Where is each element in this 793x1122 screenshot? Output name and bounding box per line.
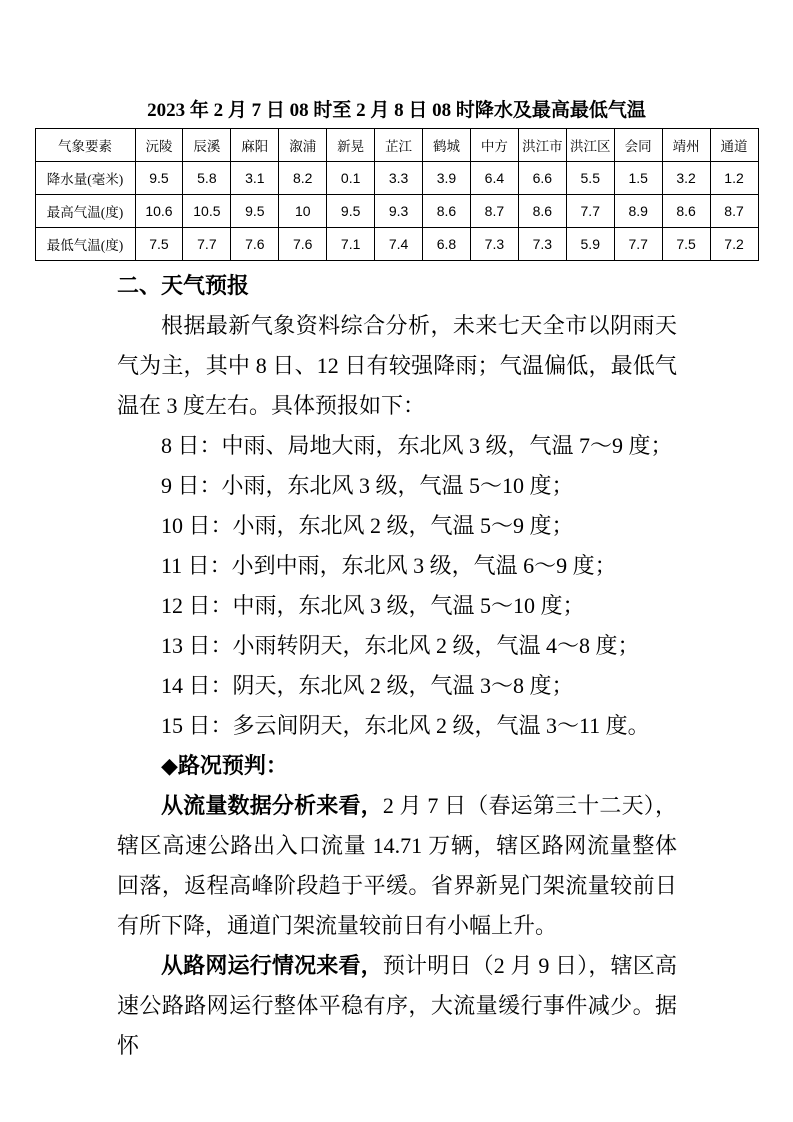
table-cell: 5.9	[566, 228, 614, 261]
table-cell: 9.3	[375, 195, 423, 228]
row-label: 降水量(毫米)	[35, 162, 135, 195]
table-cell: 10	[279, 195, 327, 228]
road-paragraph-traffic-body: 2 月 7 日（春运第三十二天），辖区高速公路出入口流量 14.71 万辆，辖区路网流量整体回落，返程高峰阶段趋于平缓。省界新晃门架流量较前日有所下降，通道门架流量较前日有小幅上升。	[117, 793, 677, 938]
table-row-max-temp	[35, 195, 758, 228]
table-header-row	[35, 129, 758, 162]
road-paragraph-traffic-lead: 从流量数据分析来看，	[161, 793, 383, 818]
table-header-cell: 洪江市	[518, 129, 566, 162]
table-cell: 7.7	[183, 228, 231, 261]
table-header-cell: 会同	[614, 129, 662, 162]
table-cell: 8.6	[518, 195, 566, 228]
table-header-cell: 靖州	[662, 129, 710, 162]
table-cell: 6.8	[423, 228, 471, 261]
forecast-item-day9: 9 日：小雨，东北风 3 级，气温 5～10 度；	[161, 473, 574, 498]
table-cell: 8.9	[614, 195, 662, 228]
forecast-item-day13: 13 日：小雨转阴天，东北风 2 级，气温 4～8 度；	[161, 633, 640, 658]
table-header-cell: 通道	[710, 129, 758, 162]
table-cell: 3.1	[231, 162, 279, 195]
road-paragraph-traffic-volume	[117, 786, 677, 946]
table-cell: 9.5	[135, 162, 183, 195]
forecast-intro: 根据最新气象资料综合分析，未来七天全市以阴雨天气为主，其中 8 日、12 日有较强降雨；气温偏低，最低气温在 3 度左右。具体预报如下：	[117, 313, 677, 418]
table-header-cell: 辰溪	[183, 129, 231, 162]
table-cell: 8.7	[470, 195, 518, 228]
table-title: 2023 年 2 月 7 日 08 时至 2 月 8 日 08 时降水及最高最低气温	[147, 100, 646, 121]
table-cell: 0.1	[327, 162, 375, 195]
row-label: 最高气温(度)	[35, 195, 135, 228]
table-cell: 7.3	[518, 228, 566, 261]
table-cell: 6.4	[470, 162, 518, 195]
weather-table	[35, 128, 759, 261]
table-row-min-temp	[35, 228, 758, 261]
table-cell: 7.3	[470, 228, 518, 261]
table-cell: 7.5	[135, 228, 183, 261]
table-cell: 7.6	[231, 228, 279, 261]
road-paragraph-network-lead: 从路网运行情况来看，	[161, 953, 383, 978]
table-row-precipitation	[35, 162, 758, 195]
table-cell: 9.5	[231, 195, 279, 228]
table-cell: 10.6	[135, 195, 183, 228]
table-cell: 1.5	[614, 162, 662, 195]
table-cell: 7.6	[279, 228, 327, 261]
table-cell: 8.2	[279, 162, 327, 195]
table-header-cell: 气象要素	[35, 129, 135, 162]
section-heading-weather-forecast: 二、天气预报	[117, 273, 250, 298]
table-cell: 7.2	[710, 228, 758, 261]
table-header-cell: 鹤城	[423, 129, 471, 162]
document-body	[117, 266, 677, 1066]
table-cell: 9.5	[327, 195, 375, 228]
table-cell: 7.1	[327, 228, 375, 261]
table-cell: 3.3	[375, 162, 423, 195]
table-cell: 5.5	[566, 162, 614, 195]
table-header-cell: 芷江	[375, 129, 423, 162]
table-cell: 3.2	[662, 162, 710, 195]
section-heading-road-condition: ◆路况预判：	[161, 753, 288, 778]
table-header-cell: 新晃	[327, 129, 375, 162]
forecast-item-day8: 8 日：中雨、局地大雨，东北风 3 级，气温 7～9 度；	[161, 433, 673, 458]
table-header-cell: 沅陵	[135, 129, 183, 162]
road-paragraph-network-body: 预计明日（2 月 9 日），辖区高速公路路网运行整体平稳有序，大流量缓行事件减少。据怀	[117, 953, 677, 1058]
table-header-cell: 溆浦	[279, 129, 327, 162]
forecast-item-day15: 15 日：多云间阴天，东北风 2 级，气温 3～11 度。	[161, 713, 650, 738]
forecast-item-day10: 10 日：小雨，东北风 2 级，气温 5～9 度；	[161, 513, 574, 538]
table-cell: 1.2	[710, 162, 758, 195]
table-cell: 10.5	[183, 195, 231, 228]
row-label: 最低气温(度)	[35, 228, 135, 261]
road-paragraph-network-operation	[117, 946, 677, 1066]
table-cell: 5.8	[183, 162, 231, 195]
table-cell: 6.6	[518, 162, 566, 195]
forecast-item-day11: 11 日：小到中雨，东北风 3 级，气温 6～9 度；	[161, 553, 617, 578]
table-header-cell: 中方	[470, 129, 518, 162]
table-cell: 8.6	[423, 195, 471, 228]
forecast-item-day14: 14 日：阴天，东北风 2 级，气温 3～8 度；	[161, 673, 574, 698]
table-cell: 8.6	[662, 195, 710, 228]
forecast-item-day12: 12 日：中雨，东北风 3 级，气温 5～10 度；	[161, 593, 585, 618]
table-header-cell: 麻阳	[231, 129, 279, 162]
table-cell: 7.7	[566, 195, 614, 228]
table-cell: 3.9	[423, 162, 471, 195]
table-cell: 7.5	[662, 228, 710, 261]
table-cell: 8.7	[710, 195, 758, 228]
table-header-cell: 洪江区	[566, 129, 614, 162]
table-cell: 7.7	[614, 228, 662, 261]
table-cell: 7.4	[375, 228, 423, 261]
